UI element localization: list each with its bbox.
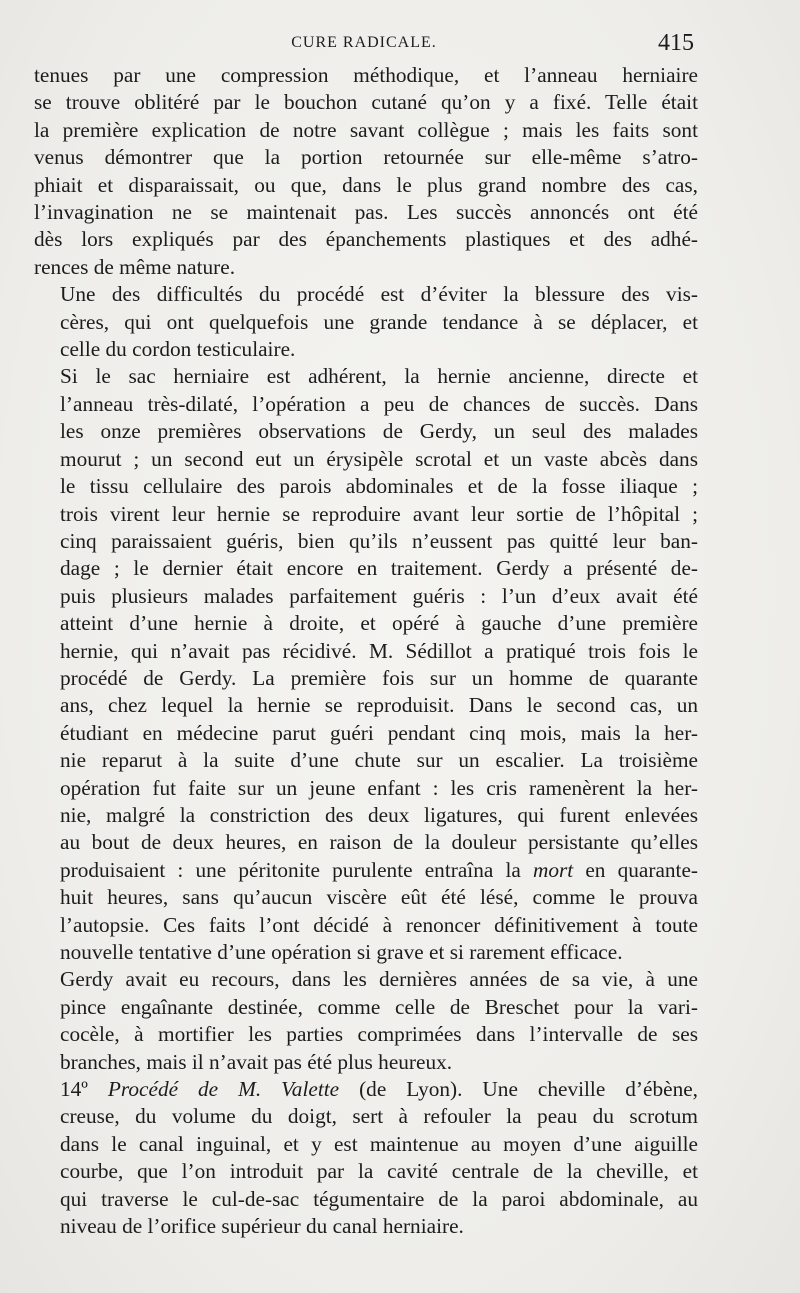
text-line: pince engaînante destinée, comme celle de Breschet pour la vari- [60,994,698,1019]
paragraph [34,62,698,281]
text-line: le tissu cellulaire des parois abdominales et de la fosse iliaque ; [60,474,698,499]
paragraph [34,281,698,363]
text-line: nouvelle tentative d’une opération si grave et si rarement efficace. [60,940,623,964]
text-line: creuse, du volume du doigt, sert à refouler la peau du scrotum [60,1104,698,1129]
text-line: qui traverse le cul-de-sac tégumentaire de la paroi abdominale, au [60,1186,698,1211]
text-line: cères, qui ont quelquefois une grande tendance à se déplacer, et [60,309,698,334]
text-line: trois virent leur hernie se reproduire avant leur sortie de l’hôpital ; [60,501,698,526]
text-line: rences de même nature. [34,254,236,279]
text-line: l’invagination ne se maintenait pas. Les succès annoncés ont été [34,200,698,225]
text-line: 14º Procédé de M. Valette (de Lyon). Une cheville d’ébène, [60,1077,698,1102]
text-line: étudiant en médecine parut guéri pendant cinq mois, mais la her- [60,720,698,745]
italic-text: Procédé de M. Valette [107,1077,340,1102]
text-line: puis plusieurs malades parfaitement guéris : l’un d’eux avait été [60,583,698,608]
body-text [34,62,698,1240]
text-line: atteint d’une hernie à droite, et opéré à gauche d’une première [60,611,698,636]
text-line: Si le sac herniaire est adhérent, la hernie ancienne, directe et [60,364,698,389]
text-line: cinq paraissaient guéris, bien qu’ils n’eussent pas quitté leur ban- [60,528,698,553]
text-line: mourut ; un second eut un érysipèle scrotal et un vaste abcès dans [60,446,698,471]
text-line: opération fut faite sur un jeune enfant : les cris ramenèrent la her- [60,775,698,800]
text-line: courbe, que l’on introduit par la cavité centrale de la cheville, et [60,1159,698,1184]
text-line: tenues par une compression méthodique, et l’anneau herniaire [34,63,698,87]
text-line: produisaient : une péritonite purulente entraîna la mort en quarante- [60,857,699,882]
italic-text: mort [532,857,574,882]
page-number: 415 [658,30,694,56]
text-line: venus démontrer que la portion retournée sur elle-même s’atro- [34,145,698,170]
paragraph [34,363,698,966]
page-header [34,30,694,58]
text-line: l’anneau très-dilaté, l’opération a peu de chances de succès. Dans [60,391,698,416]
text-line: nie, malgré la constriction des deux ligatures, qui furent enlevées [60,802,698,827]
text-line: huit heures, sans qu’aucun viscère eût été lésé, comme le prouva [60,885,698,910]
text-line: dans le canal inguinal, et y est maintenue au moyen d’une aiguille [60,1131,698,1156]
text-line: Gerdy avait eu recours, dans les dernières années de sa vie, à une [60,967,698,992]
paragraph [34,966,698,1076]
running-head: CURE RADICALE. [291,34,437,51]
text-line: l’autopsie. Ces faits l’ont décidé à renoncer définitivement à toute [60,912,698,937]
text-line: niveau de l’orifice supérieur du canal herniaire. [60,1214,464,1239]
text-line: celle du cordon testiculaire. [60,337,296,362]
text-line: la première explication de notre savant collègue ; mais les faits sont [34,117,698,142]
text-line: au bout de deux heures, en raison de la douleur persistante qu’elles [60,830,698,855]
text-line: phiait et disparaissait, ou que, dans le plus grand nombre des cas, [34,172,698,197]
text-line: procédé de Gerdy. La première fois sur un homme de quarante [60,665,698,690]
text-line: dès lors expliqués par des épanchements plastiques et des adhé- [34,227,698,252]
text-line: Une des difficultés du procédé est d’éviter la blessure des vis- [60,282,698,307]
text-line: hernie, qui n’avait pas récidivé. M. Sédillot a pratiqué trois fois le [60,638,698,663]
paragraph [34,1076,698,1240]
text-line: nie reparut à la suite d’une chute sur un escalier. La troisième [60,748,698,773]
text-line: branches, mais il n’avait pas été plus heureux. [60,1049,453,1074]
text-line: se trouve oblitéré par le bouchon cutané qu’on y a fixé. Telle était [34,90,698,115]
text-line: cocèle, à mortifier les parties comprimées dans l’intervalle de ses [60,1022,698,1047]
text-line: ans, chez lequel la hernie se reproduisit. Dans le second cas, un [60,693,698,718]
text-line: dage ; le dernier était encore en traitement. Gerdy a présenté de- [60,556,698,581]
text-line: les onze premières observations de Gerdy, un seul des malades [60,419,698,444]
